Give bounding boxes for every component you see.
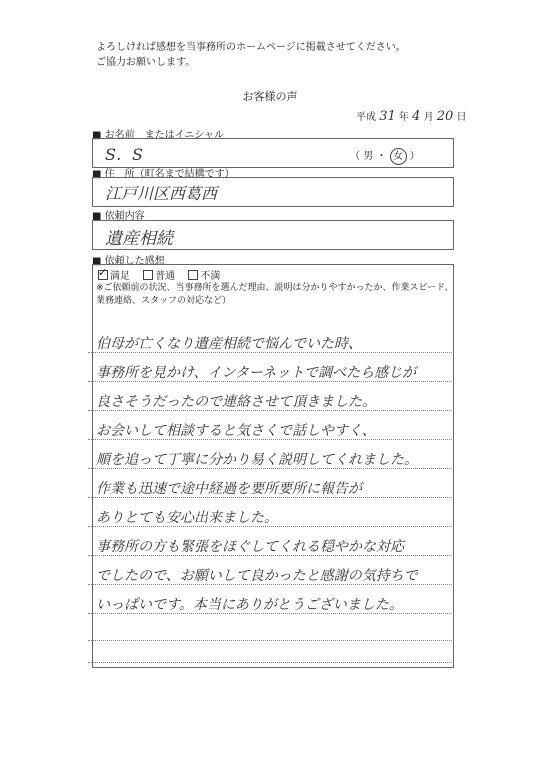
- date-day: 20: [436, 109, 454, 124]
- feedback-line-3: 良さそうだったので連絡させて頂きました。: [96, 394, 376, 410]
- date-year-unit: 年: [398, 112, 409, 123]
- address-label: ■ 住 所（町名まで結構です）: [92, 169, 235, 180]
- feedback-line-1: 伯母が亡くなり遺産相続で悩んでいた時、: [96, 336, 362, 352]
- feedback-line-5: 順を追って丁寧に分かり易く説明してくれました。: [96, 452, 418, 468]
- feedback-line-10: いっぱいです。本当にありがとうございました。: [96, 597, 403, 613]
- date-day-unit: 日: [456, 112, 467, 123]
- ruled-line: [88, 640, 454, 641]
- feedback-line-7: ありとても安心出来ました。: [96, 510, 278, 526]
- feedback-line-6: 作業も迅速で途中経過を要所要所に報告が: [96, 481, 362, 497]
- date-year: 31: [379, 109, 396, 124]
- address-box: [92, 177, 454, 207]
- checkbox-empty-icon: [188, 270, 198, 280]
- gender-dot: ・: [376, 151, 387, 162]
- checkbox-empty-icon: [143, 270, 153, 280]
- feedback-line-4: お会いして相談すると気さくで話しやすく、: [96, 423, 376, 439]
- gender-select: [350, 147, 420, 165]
- feedback-line-8: 事務所の方も緊張をほぐしてくれる穏やかな対応: [96, 539, 404, 555]
- request-value: 遺産相続: [105, 229, 173, 249]
- name-label: ■ お名前 またはイニシャル: [92, 130, 225, 141]
- date-line: [356, 108, 467, 124]
- date-month: 4: [412, 109, 421, 124]
- intro-line-2: ご協力お願いします。: [96, 57, 196, 68]
- gender-open-paren: （: [350, 151, 360, 162]
- gender-close-paren: ）: [409, 151, 420, 162]
- satisfaction-options: [98, 267, 230, 282]
- ruled-line: [88, 662, 454, 663]
- feedback-line-2: 事務所を見かけ、インターネットで調べたら感じが: [96, 365, 417, 381]
- feedback-label: ■ 依頼した感想: [92, 256, 165, 267]
- form-title: お客様の声: [242, 90, 298, 103]
- option-dissatisfied[interactable]: 不満: [188, 271, 220, 282]
- feedback-line-9: でしたので、お願いして良かったと感謝の気持ちで: [96, 568, 418, 584]
- intro-line-1: よろしければ感想を当事務所のホームページに掲載させてください。: [96, 42, 406, 53]
- name-value: S．S: [105, 145, 143, 164]
- request-box: [92, 220, 454, 250]
- date-month-unit: 月: [423, 112, 434, 123]
- intro-text: [96, 40, 406, 70]
- gender-female-circled: 女: [390, 148, 407, 165]
- option-satisfied[interactable]: ✓満足: [98, 271, 130, 282]
- date-era: 平成: [356, 112, 376, 123]
- feedback-note: ※ご依頼前の状況、当事務所を選んだ理由、説明は分かりやすかったか、作業スピード、業務連絡、スタッフの対応など）: [96, 283, 454, 306]
- option-average[interactable]: 普通: [143, 271, 175, 282]
- gender-male: 男: [363, 151, 374, 162]
- request-label: ■ 依頼内容: [92, 211, 145, 222]
- checkbox-checked-icon: [98, 270, 108, 280]
- address-value: 江戸川区西葛西: [105, 184, 218, 203]
